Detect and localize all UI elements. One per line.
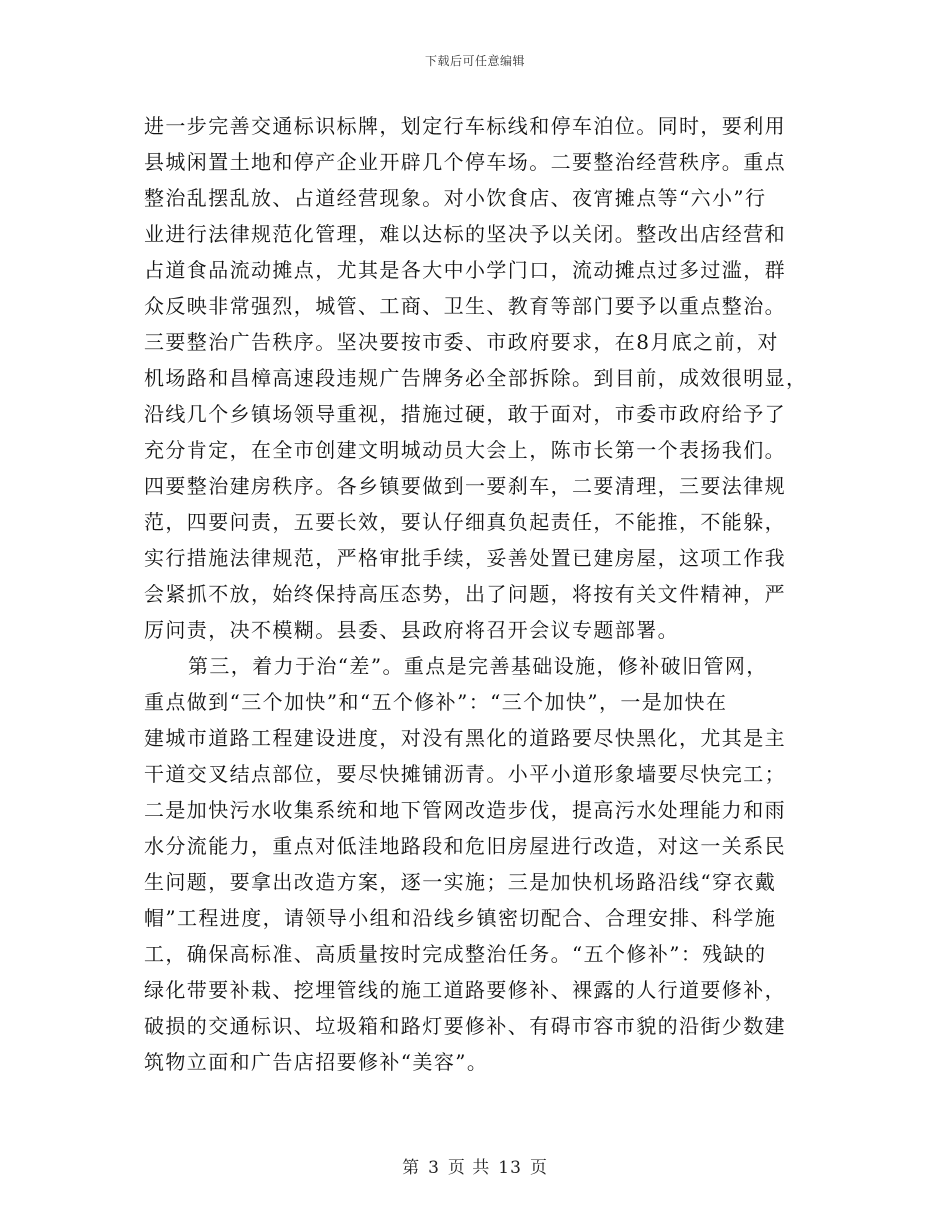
body-line: 会紧抓不放，始终保持高压态势，出了问题，将按有关文件精神，严 [144, 582, 786, 606]
body-line: 建城市道路工程建设进度，对没有黑化的道路要尽快黑化，尤其是主 [144, 726, 786, 750]
body-line: 占道食品流动摊点，尤其是各大中小学门口，流动摊点过多过滥，群 [144, 258, 786, 282]
body-line: 进一步完善交通标识标牌，划定行车标线和停车泊位。同时，要利用 [144, 114, 786, 138]
footer-middle: 页 共 [447, 1158, 491, 1178]
body-line: 业进行法律规范化管理，难以达标的坚决予以关闭。整改出店经营和 [144, 222, 786, 246]
footer-prefix: 第 [402, 1158, 421, 1178]
body-line: 重点做到“三个加快”和“五个修补”：“三个加快”，一是加快在 [144, 690, 728, 714]
body-line: 三要整治广告秩序。坚决要按市委、市政府要求，在8月底之前，对 [144, 330, 779, 354]
body-line: 范，四要问责，五要长效，要认仔细真负起责任，不能推，不能躲， [144, 510, 786, 534]
current-page-number: 3 [428, 1158, 440, 1178]
body-line: 充分肯定，在全市创建文明城动员大会上，陈市长第一个表扬我们。 [144, 438, 786, 462]
body-line: 众反映非常强烈，城管、工商、卫生、教育等部门要予以重点整治。 [144, 294, 786, 318]
document-body [144, 108, 812, 1080]
footer-suffix: 页 [529, 1158, 548, 1178]
body-line: 绿化带要补栽、挖埋管线的施工道路要修补、裸露的人行道要修补， [144, 978, 786, 1002]
body-line: 县城闲置土地和停产企业开辟几个停车场。二要整治经营秩序。重点 [144, 150, 786, 174]
body-line: 二是加快污水收集系统和地下管网改造步伐，提高污水处理能力和雨 [144, 798, 786, 822]
body-line: 四要整治建房秩序。各乡镇要做到一要刹车，二要清理，三要法律规 [144, 474, 786, 498]
body-line: 整治乱摆乱放、占道经营现象。对小饮食店、夜宵摊点等“六小”行 [144, 186, 767, 210]
body-line: 干道交叉结点部位，要尽快摊铺沥青。小平小道形象墙要尽快完工； [144, 762, 786, 786]
total-page-number: 13 [498, 1158, 522, 1178]
body-line: 机场路和昌樟高速段违规广告牌务必全部拆除。到目前，成效很明显， [144, 366, 808, 390]
body-line: 生问题，要拿出改造方案，逐一实施；三是加快机场路沿线“穿衣戴 [144, 870, 777, 894]
paragraph-start-line: 第三，着力于治“差”。重点是完善基础设施，修补破旧管网， [188, 654, 768, 678]
body-line: 沿线几个乡镇场领导重视，措施过硬，敢于面对，市委市政府给予了 [144, 402, 786, 426]
page-header: 下载后可任意编辑 [424, 54, 525, 68]
body-line: 实行措施法律规范，严格审批手续，妥善处置已建房屋，这项工作我 [144, 546, 786, 570]
page-footer [0, 1153, 950, 1178]
body-line: 工，确保高标准、高质量按时完成整治任务。“五个修补”：残缺的 [144, 942, 767, 966]
body-line: 筑物立面和广告店招要修补“美容”。 [144, 1050, 489, 1074]
body-line: 破损的交通标识、垃圾箱和路灯要修补、有碍市容市貌的沿街少数建 [144, 1014, 786, 1038]
body-line: 帽”工程进度，请领导小组和沿线乡镇密切配合、合理安排、科学施 [144, 906, 777, 930]
body-line: 厉问责，决不模糊。县委、县政府将召开会议专题部署。 [144, 618, 679, 642]
body-line: 水分流能力，重点对低洼地路段和危旧房屋进行改造，对这一关系民 [144, 834, 786, 858]
